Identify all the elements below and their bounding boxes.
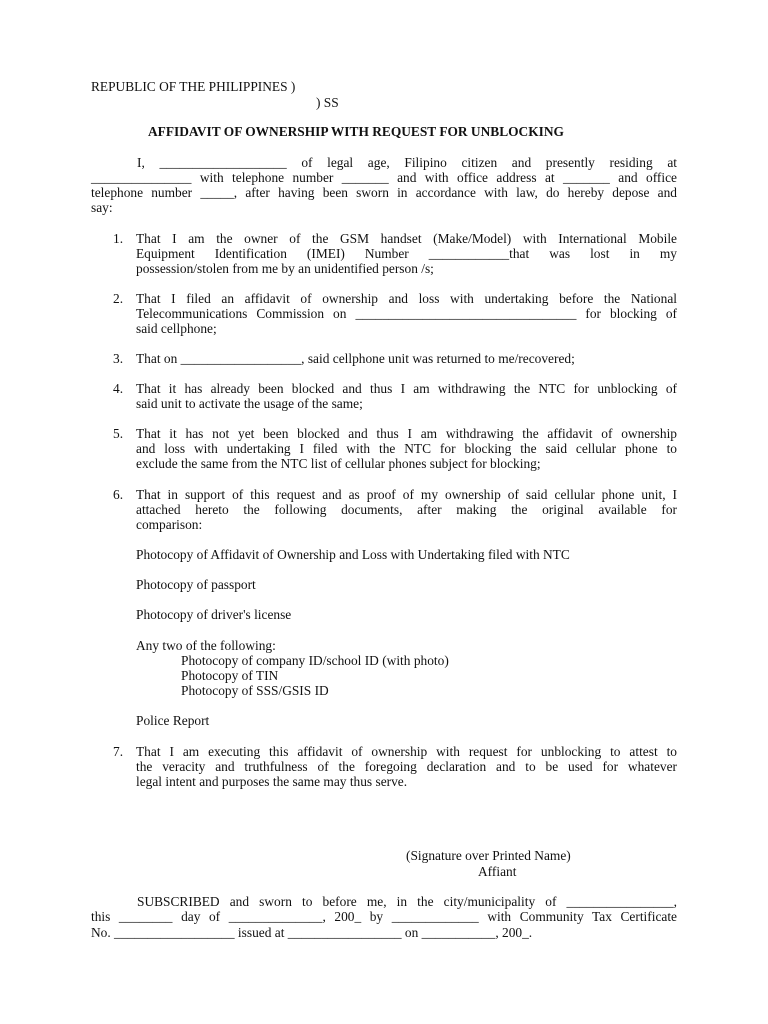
item-number: 1. — [113, 231, 124, 246]
item-3-line-1: That on __________________, said cellphone unit was returned to me/recovered; — [136, 351, 575, 366]
item-2-line-1: That I filed an affidavit of ownership and loss with undertaking before the National — [136, 291, 677, 306]
item-number: 7. — [113, 744, 124, 759]
intro-line-4: say: — [91, 200, 113, 215]
document-title: AFFIDAVIT OF OWNERSHIP WITH REQUEST FOR UNBLOCKING — [148, 124, 564, 139]
document-list-item: Police Report — [136, 713, 210, 728]
intro-line-3: telephone number _____, after having been sworn in accordance with law, do hereby depose and — [91, 185, 677, 200]
item-1-line-1: That I am the owner of the GSM handset (Make/Model) with International Mobile — [136, 231, 677, 246]
item-7-line-3: legal intent and purposes the same may thus serve. — [136, 774, 408, 789]
item-2-line-2: Telecommunications Commission on _________________________________ for blocking of — [136, 306, 677, 321]
document-list-item: Photocopy of driver's license — [136, 607, 292, 622]
item-4-line-1: That it has already been blocked and thus I am withdrawing the NTC for unblocking of — [136, 381, 677, 396]
intro-line-1: I, ___________________ of legal age, Filipino citizen and presently residing at — [137, 155, 677, 170]
jurat-line-3: No. __________________ issued at _________________ on ___________, 200_. — [91, 925, 533, 940]
caption-republic: REPUBLIC OF THE PHILIPPINES ) — [91, 79, 296, 94]
item-number: 2. — [113, 291, 124, 306]
item-number: 3. — [113, 351, 124, 366]
item-number: 5. — [113, 426, 124, 441]
item-6-line-1: That in support of this request and as proof of my ownership of said cellular phone unit, I — [136, 487, 677, 502]
intro-line-2: _______________ with telephone number _______ and with office address at _______ and office — [91, 170, 677, 185]
document-list-item: Photocopy of Affidavit of Ownership and Loss with Undertaking filed with NTC — [136, 547, 570, 562]
item-number: 6. — [113, 487, 124, 502]
item-7-line-1: That I am executing this affidavit of ownership with request for unblocking to attest to — [136, 744, 677, 759]
item-4-line-2: said unit to activate the usage of the same; — [136, 396, 363, 411]
caption-ss: ) SS — [316, 95, 339, 110]
item-1-line-3: possession/stolen from me by an unidentified person /s; — [136, 261, 434, 276]
item-1-line-2: Equipment Identification (IMEI) Number ____________that was lost in my — [136, 246, 677, 261]
document-sub-item: Photocopy of TIN — [181, 668, 279, 683]
item-number: 4. — [113, 381, 124, 396]
affiant-label: Affiant — [478, 864, 517, 879]
document-sub-item: Photocopy of company ID/school ID (with photo) — [181, 653, 449, 668]
item-6-line-3: comparison: — [136, 517, 203, 532]
signature-line-label: (Signature over Printed Name) — [406, 848, 571, 863]
jurat-line-2: this ________ day of ______________, 200_ by _____________ with Community Tax Certificate — [91, 909, 677, 924]
item-5-line-3: exclude the same from the NTC list of cellular phones subject for blocking; — [136, 456, 541, 471]
item-7-line-2: the veracity and truthfulness of the foregoing declaration and to be used for whatever — [136, 759, 677, 774]
item-2-line-3: said cellphone; — [136, 321, 217, 336]
document-sub-item: Photocopy of SSS/GSIS ID — [181, 683, 329, 698]
item-5-line-1: That it has not yet been blocked and thus I am withdrawing the affidavit of ownership — [136, 426, 677, 441]
item-6-line-2: attached hereto the following documents, after making the original available for — [136, 502, 677, 517]
any-two-heading: Any two of the following: — [136, 638, 276, 653]
item-5-line-2: and loss with undertaking I filed with the NTC for blocking the said cellular phone to — [136, 441, 677, 456]
document-list-item: Photocopy of passport — [136, 577, 256, 592]
jurat-line-1: SUBSCRIBED and sworn to before me, in the city/municipality of ________________, — [137, 894, 677, 909]
